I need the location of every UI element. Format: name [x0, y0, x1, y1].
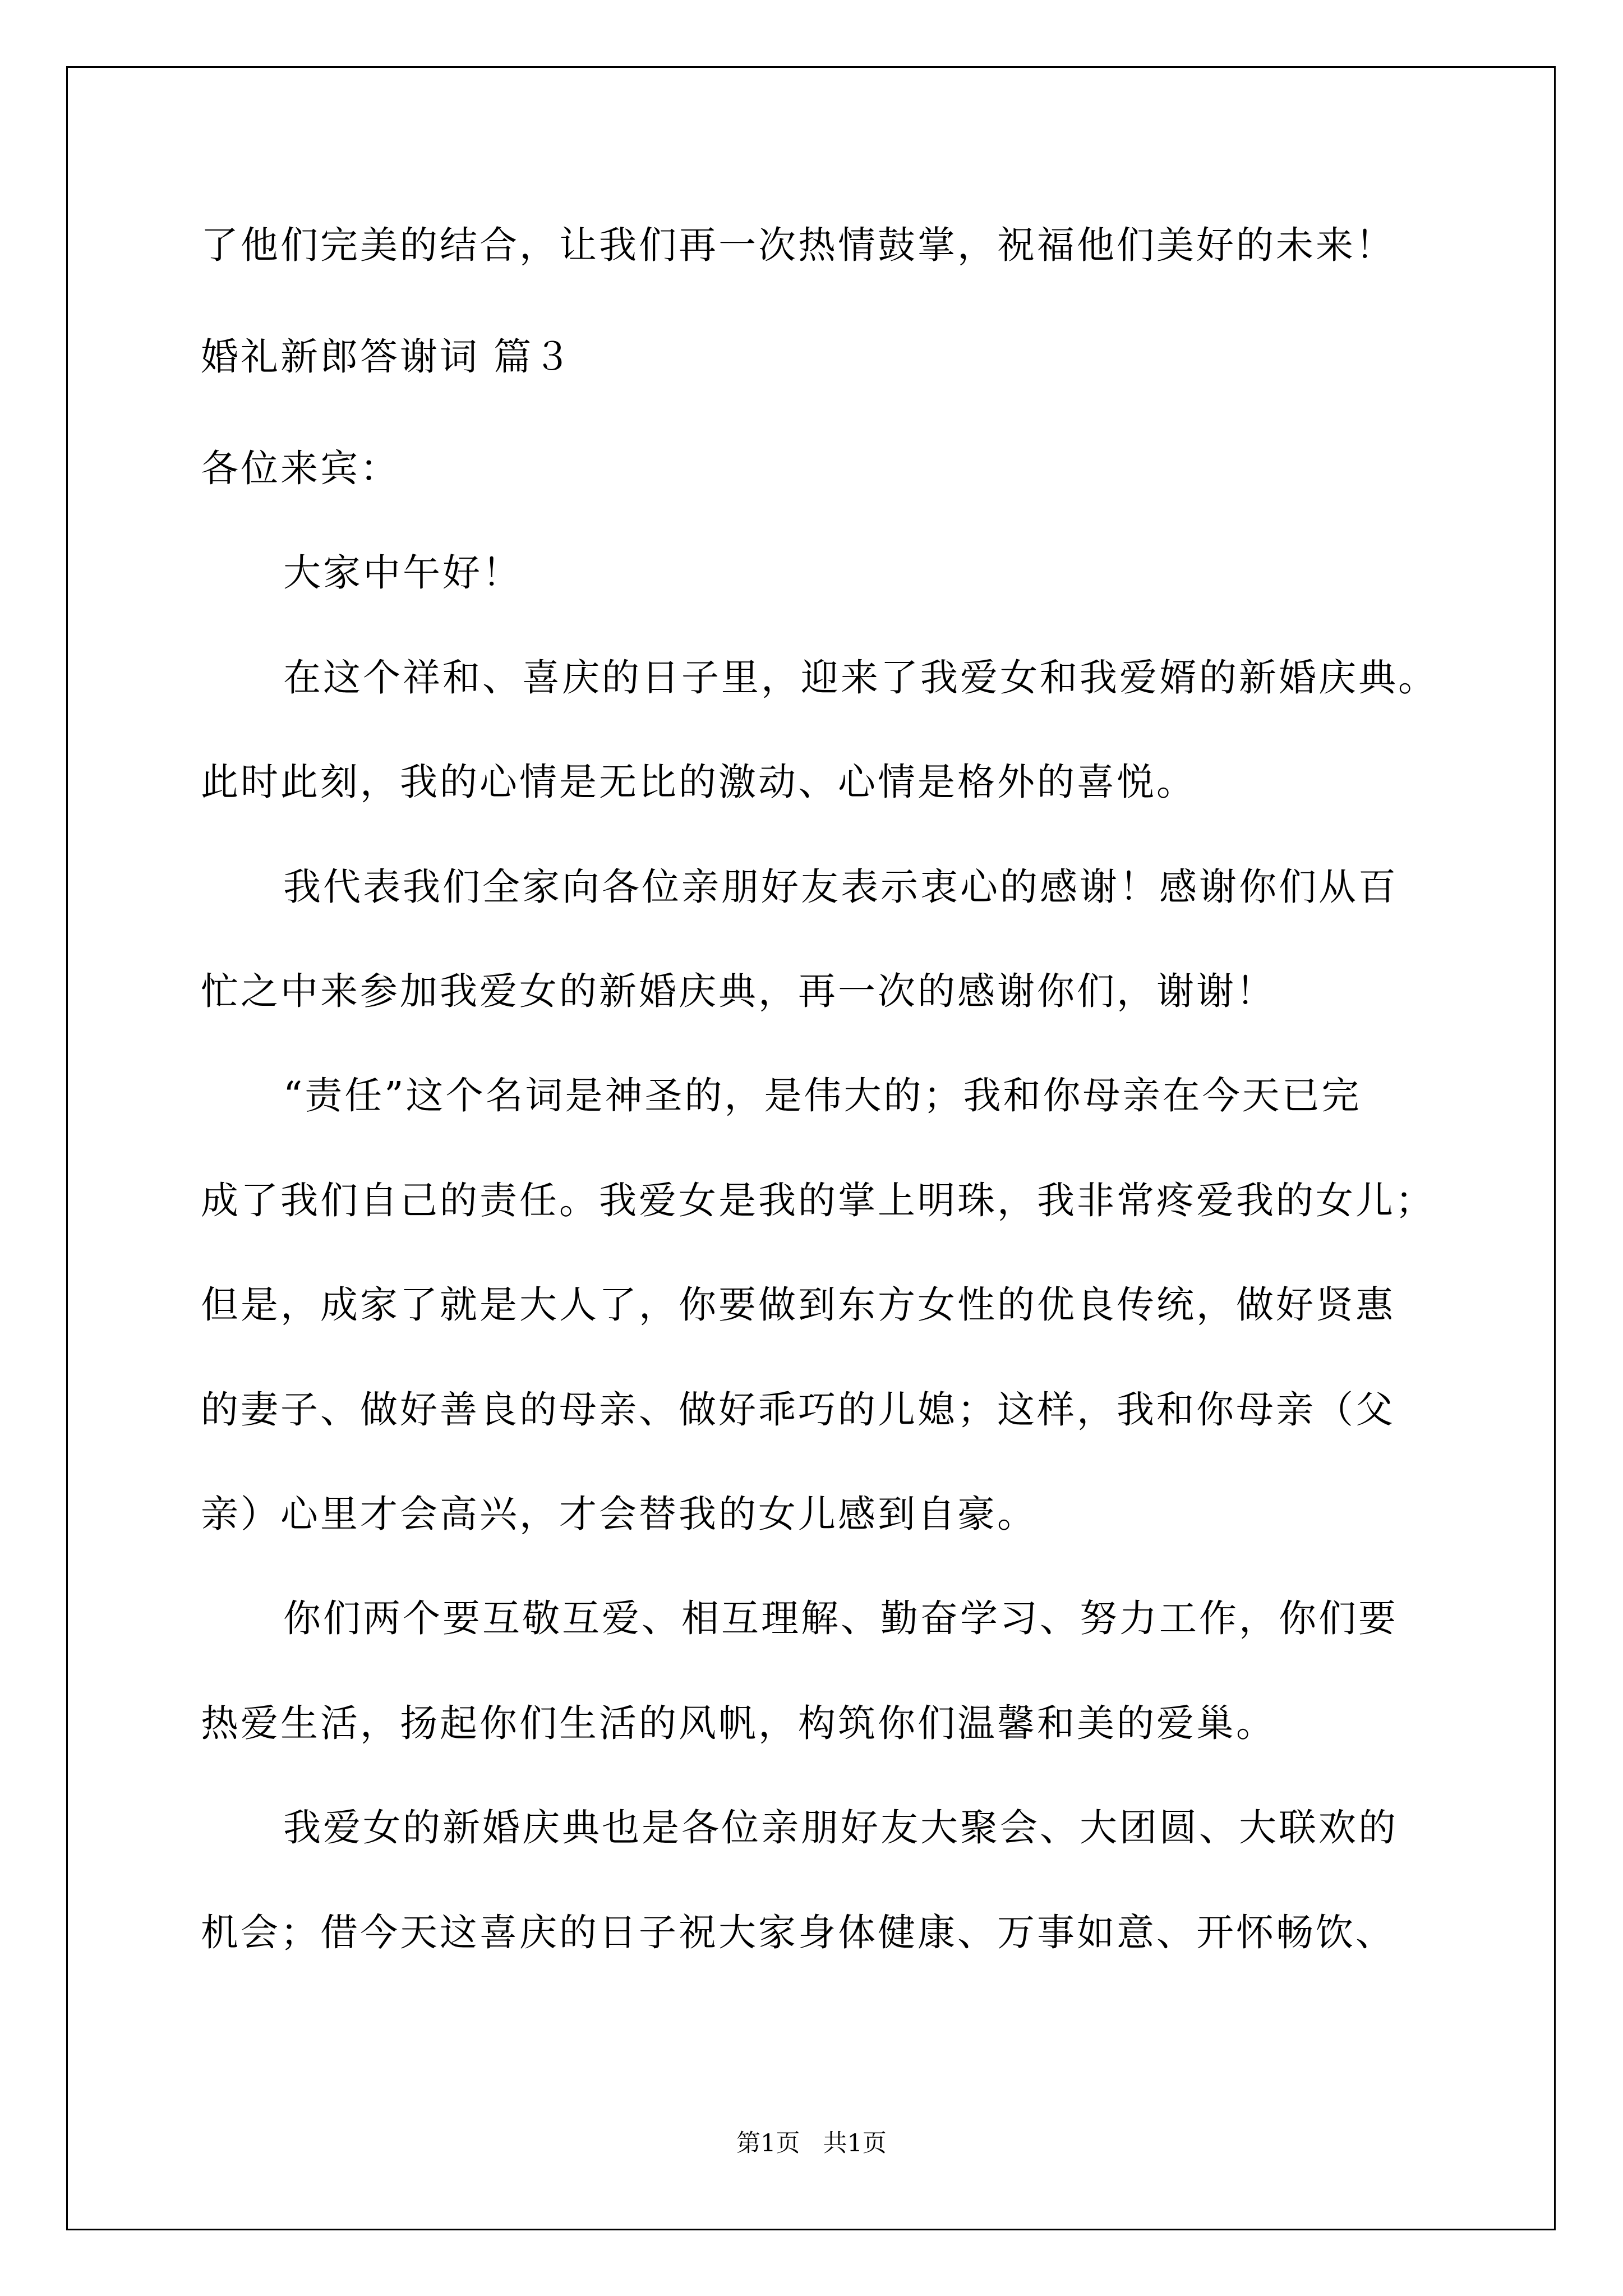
- paragraph-line: 成了我们自己的责任。我爱女是我的掌上明珠，我非常疼爱我的女儿；: [201, 1179, 1435, 1222]
- paragraph-line: 热爱生活，扬起你们生活的风帆，构筑你们温馨和美的爱巢。: [201, 1701, 1276, 1745]
- paragraph-line: 忙之中来参加我爱女的新婚庆典，再一次的感谢你们，谢谢！: [201, 969, 1276, 1013]
- paragraph-line: 在这个祥和、喜庆的日子里，迎来了我爱女和我爱婿的新婚庆典。: [283, 656, 1438, 700]
- paragraph-line: 我代表我们全家向各位亲朋好友表示衷心的感谢！感谢你们从百: [283, 865, 1398, 909]
- paragraph-line: 亲）心里才会高兴，才会替我的女儿感到自豪。: [201, 1492, 1037, 1536]
- greeting: 大家中午好！: [283, 551, 522, 595]
- paragraph-line: 的妻子、做好善良的母亲、做好乖巧的儿媳；这样，我和你母亲（父: [201, 1388, 1395, 1432]
- page-border: [66, 66, 1556, 2230]
- text-line-continuation: 了他们完美的结合，让我们再一次热情鼓掌，祝福他们美好的未来！: [201, 223, 1395, 267]
- paragraph-line: 机会；借今天这喜庆的日子祝大家身体健康、万事如意、开怀畅饮、: [201, 1911, 1395, 1954]
- paragraph-line: 但是，成家了就是大人了，你要做到东方女性的优良传统，做好贤惠: [201, 1283, 1395, 1327]
- paragraph-line: 我爱女的新婚庆典也是各位亲朋好友大聚会、大团圆、大联欢的: [283, 1806, 1398, 1849]
- section-heading: 婚礼新郎答谢词 篇３: [201, 335, 574, 379]
- paragraph-line: 你们两个要互敬互爱、相互理解、勤奋学习、努力工作，你们要: [283, 1596, 1398, 1640]
- paragraph-line: 此时此刻，我的心情是无比的激动、心情是格外的喜悦。: [201, 760, 1196, 804]
- page-number-footer: 第1页 共1页: [736, 2129, 887, 2157]
- salutation: 各位来宾：: [201, 447, 400, 490]
- paragraph-line: “责任”这个名词是神圣的，是伟大的；我和你母亲在今天已完: [283, 1074, 1362, 1117]
